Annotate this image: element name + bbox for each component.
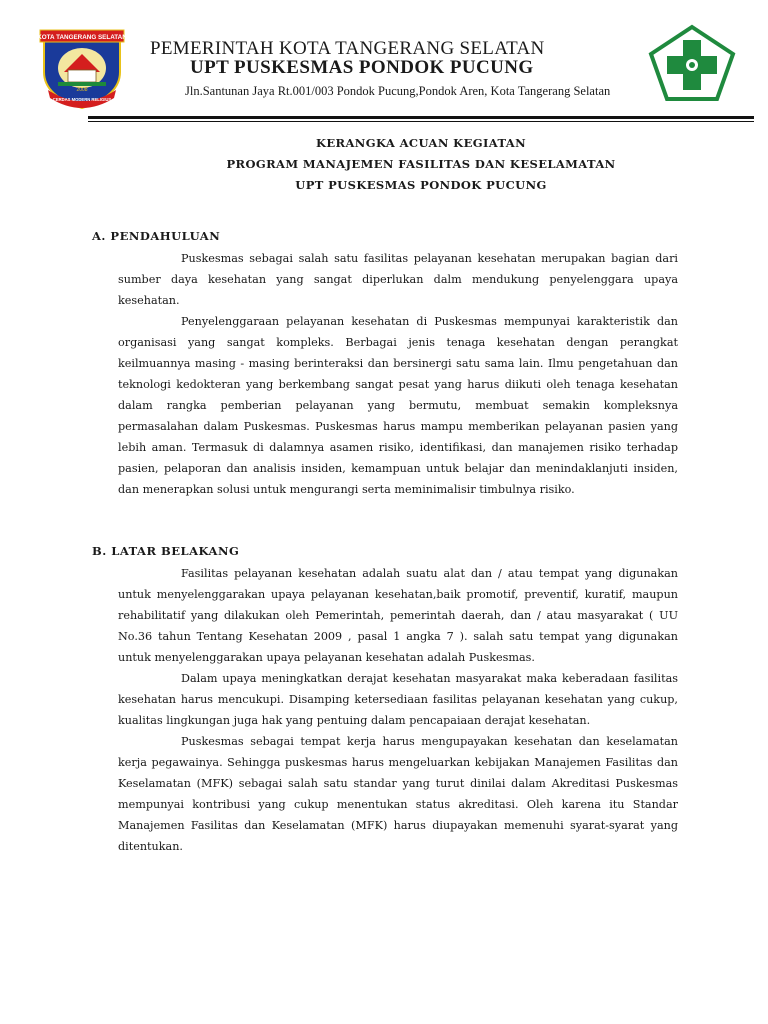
paragraph: Puskesmas sebagai tempat kerja harus mengupayakan kesehatan dan keselamatan kerja pegawainya. Sehingga puskesmas harus mengeluarkan kebijakan Manajemen Fasilitas dan Keselamatan (MFK) sebagai salah satu standar yang turut dinilai dalam Akreditasi Puskesmas mempunyai kontribusi yang cukup menentukan status akreditasi. Oleh karena itu Standar Manajemen Fasilitas dan Keselamatan (MFK) harus diupayakan memenuhi syarat-syarat yang ditentukan. [118,735,678,853]
section-heading-pendahuluan: A. PENDAHULUAN [92,229,221,243]
emblem-banner-text: KOTA TANGERANG SELATAN [37,34,127,41]
paragraph: Penyelenggaraan pelayanan kesehatan di Puskesmas mempunyai karakteristik dan organisasi yang sangat kompleks. Berbagai jenis tenaga kesehatan dengan perangkat keilmuannya masing - masing berinteraksi dan bersinergi satu sama lain. Ilmu pengetahuan dan teknologi kedokteran yang berkembang sangat pesat yang harus diikuti oleh tenaga kesehatan dalam rangka pemberian pelayanan yang bermutu, membuat semakin kompleksnya permasalahan dalam Puskesmas. Puskesmas harus mampu memberikan pelayanan pasien yang lebih aman. Termasuk di dalamnya asamen risiko, identifikasi, dan manajemen risiko terhadap pasien, pelaporan dan analisis insiden, kemampuan untuk belajar dan menindaklanjuti insiden, dan menerapkan solusi untuk mengurangi serta meminimalisir timbulnya risiko. [118,315,678,496]
government-name: PEMERINTAH KOTA TANGERANG SELATAN [150,38,545,59]
puskesmas-cross-logo-icon [648,24,736,102]
institution-address: Jln.Santunan Jaya Rt.001/003 Pondok Pucung,Pondok Aren, Kota Tangerang Selatan [185,84,611,98]
city-emblem-icon [34,26,130,110]
document-title [88,133,754,196]
title-line-2: PROGRAM MANAJEMEN FASILITAS DAN KESELAMATAN [226,157,616,171]
header-divider-thin [88,121,754,122]
section-body-pendahuluan [118,248,678,500]
paragraph: Dalam upaya meningkatkan derajat kesehatan masyarakat maka keberadaan fasilitas kesehatan harus mencukupi. Disamping ketersediaan fasilitas pelayanan kesehatan yang cukup, kualitas lingkungan juga hak yang pentuing dalam pencapaiaan derajat kesehatan. [118,672,678,727]
title-line-1: KERANGKA ACUAN KEGIATAN [315,136,527,150]
section-heading-latar-belakang: B. LATAR BELAKANG [92,544,240,558]
paragraph: Puskesmas sebagai salah satu fasilitas pelayanan kesehatan merupakan bagian dari sumber daya kesehatan yang sangat diperlukan dalm mendukung penyelenggara upaya kesehatan. [118,252,678,307]
header-divider [88,116,754,119]
title-line-3: UPT PUSKESMAS PONDOK PUCUNG [295,178,547,192]
paragraph: Fasilitas pelayanan kesehatan adalah suatu alat dan / atau tempat yang digunakan untuk menyelenggarakan upaya pelayanan kesehatan,baik promotif, preventif, kuratif, maupun rehabilitatif yang dilakukan oleh Pemerintah, pemerintah daerah, dan / atau masyarakat ( UU No.36 tahun Tentang Kesehatan 2009 , pasal 1 angka 7 ). salah satu tempat yang digunakan untuk menyelenggarakan upaya pelayanan kesehatan adalah Puskesmas. [118,567,678,664]
institution-name: UPT PUSKESMAS PONDOK PUCUNG [190,57,534,78]
emblem-motto: CERDAS MODERN RELIGIUS [52,97,112,102]
section-body-latar-belakang [118,563,678,857]
emblem-year: 2008 [76,87,88,93]
